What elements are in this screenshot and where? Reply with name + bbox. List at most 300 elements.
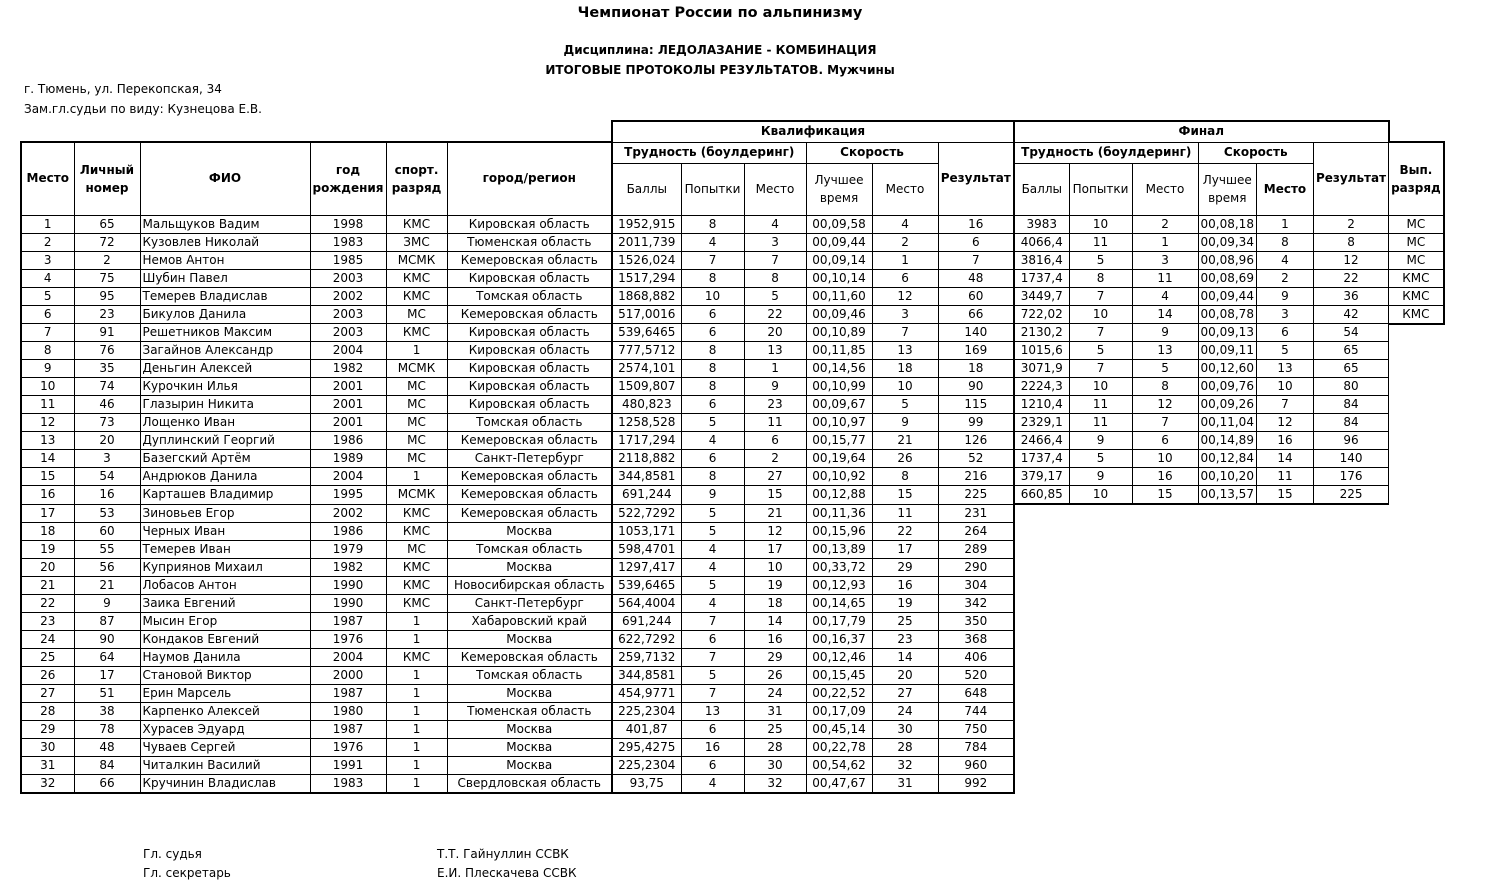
cell-year: 1982 — [310, 558, 386, 576]
cell-q-dplace: 21 — [744, 504, 806, 522]
cell-f-res: 54 — [1313, 324, 1388, 342]
cell-rank: МС — [386, 540, 447, 558]
cell-q-time: 00,10,89 — [806, 324, 872, 342]
cell-q-dplace: 10 — [744, 558, 806, 576]
cell-f-time: 00,09,76 — [1198, 378, 1256, 396]
cell-region: Кировская область — [447, 360, 612, 378]
cell-assigned-rank — [1389, 468, 1444, 486]
cell-q-dplace: 5 — [744, 287, 806, 305]
header-final: Финал — [1014, 121, 1389, 142]
cell-q-att: 5 — [681, 522, 744, 540]
empty-cell — [1256, 720, 1313, 738]
cell-assigned-rank — [1389, 432, 1444, 450]
cell-year: 1985 — [310, 251, 386, 269]
cell-q-dplace: 13 — [744, 342, 806, 360]
cell-year: 1989 — [310, 450, 386, 468]
cell-region: Москва — [447, 630, 612, 648]
cell-q-pts: 225,2304 — [612, 756, 681, 774]
cell-region: Санкт-Петербург — [447, 594, 612, 612]
cell-f-res: 36 — [1313, 287, 1388, 305]
cell-rank: КМС — [386, 215, 447, 233]
empty-cell — [1132, 558, 1198, 576]
empty-cell — [1313, 720, 1388, 738]
cell-name: Немов Антон — [140, 251, 310, 269]
empty-cell — [1198, 720, 1256, 738]
empty-cell — [1014, 504, 1069, 522]
cell-f-att: 8 — [1069, 269, 1132, 287]
cell-q-res: 289 — [938, 540, 1014, 558]
cell-q-att: 16 — [681, 738, 744, 756]
cell-rank: 1 — [386, 774, 447, 793]
cell-place: 17 — [21, 504, 74, 522]
cell-q-pts: 225,2304 — [612, 702, 681, 720]
cell-assigned-rank — [1389, 414, 1444, 432]
header-f-dplace: Место — [1132, 163, 1198, 215]
cell-q-splace: 31 — [872, 774, 938, 793]
cell-year: 2002 — [310, 504, 386, 522]
cell-f-time: 00,08,96 — [1198, 251, 1256, 269]
cell-assigned-rank: КМС — [1389, 269, 1444, 287]
cell-num: 65 — [74, 215, 140, 233]
cell-name: Курочкин Илья — [140, 378, 310, 396]
cell-place: 2 — [21, 233, 74, 251]
cell-q-splace: 24 — [872, 702, 938, 720]
cell-q-pts: 344,8581 — [612, 666, 681, 684]
cell-q-dplace: 30 — [744, 756, 806, 774]
empty-cell — [1256, 612, 1313, 630]
cell-rank: МС — [386, 378, 447, 396]
cell-place: 8 — [21, 342, 74, 360]
cell-year: 2002 — [310, 287, 386, 305]
cell-num: 76 — [74, 342, 140, 360]
cell-q-time: 00,09,58 — [806, 215, 872, 233]
cell-q-splace: 23 — [872, 630, 938, 648]
cell-num: 2 — [74, 251, 140, 269]
cell-q-time: 00,10,92 — [806, 468, 872, 486]
cell-q-dplace: 16 — [744, 630, 806, 648]
empty-cell — [1256, 648, 1313, 666]
cell-num: 20 — [74, 432, 140, 450]
cell-f-att: 10 — [1069, 486, 1132, 505]
cell-region: Новосибирская область — [447, 576, 612, 594]
header-q-speed: Скорость — [806, 142, 938, 163]
empty-cell — [1014, 558, 1069, 576]
cell-f-att: 10 — [1069, 215, 1132, 233]
cell-f-dplace: 14 — [1132, 305, 1198, 324]
cell-q-att: 4 — [681, 558, 744, 576]
cell-q-pts: 2118,882 — [612, 450, 681, 468]
cell-f-splace: 12 — [1256, 414, 1313, 432]
cell-place: 24 — [21, 630, 74, 648]
empty-cell — [1256, 522, 1313, 540]
cell-q-splace: 1 — [872, 251, 938, 269]
cell-year: 2000 — [310, 666, 386, 684]
cell-q-dplace: 22 — [744, 305, 806, 324]
cell-name: Черных Иван — [140, 522, 310, 540]
cell-num: 16 — [74, 486, 140, 505]
cell-place: 29 — [21, 720, 74, 738]
cell-num: 78 — [74, 720, 140, 738]
page-title: Чемпионат России по альпинизму — [577, 5, 863, 21]
cell-f-res: 8 — [1313, 233, 1388, 251]
cell-q-dplace: 4 — [744, 215, 806, 233]
empty-cell — [1014, 630, 1069, 648]
cell-rank: МС — [386, 432, 447, 450]
cell-name: Мысин Егор — [140, 612, 310, 630]
cell-num: 56 — [74, 558, 140, 576]
empty-cell — [1256, 630, 1313, 648]
cell-f-time: 00,10,20 — [1198, 468, 1256, 486]
cell-q-att: 7 — [681, 684, 744, 702]
cell-num: 54 — [74, 468, 140, 486]
cell-assigned-rank: МС — [1389, 233, 1444, 251]
cell-q-pts: 93,75 — [612, 774, 681, 793]
cell-q-splace: 6 — [872, 269, 938, 287]
cell-region: Кемеровская область — [447, 305, 612, 324]
cell-year: 1987 — [310, 684, 386, 702]
empty-cell — [1198, 666, 1256, 684]
cell-region: Свердловская область — [447, 774, 612, 793]
cell-q-time: 00,54,62 — [806, 756, 872, 774]
empty-cell — [1389, 540, 1444, 558]
cell-q-res: 264 — [938, 522, 1014, 540]
cell-f-pts: 379,17 — [1014, 468, 1069, 486]
cell-q-pts: 1509,807 — [612, 378, 681, 396]
cell-rank: КМС — [386, 324, 447, 342]
cell-f-time: 00,08,78 — [1198, 305, 1256, 324]
cell-place: 30 — [21, 738, 74, 756]
cell-name: Ерин Марсель — [140, 684, 310, 702]
empty-cell — [1069, 504, 1132, 522]
cell-f-pts: 3071,9 — [1014, 360, 1069, 378]
cell-name: Карташев Владимир — [140, 486, 310, 505]
cell-q-att: 8 — [681, 342, 744, 360]
cell-q-pts: 1526,024 — [612, 251, 681, 269]
cell-region: Кемеровская область — [447, 251, 612, 269]
cell-f-splace: 10 — [1256, 378, 1313, 396]
cell-f-pts: 1015,6 — [1014, 342, 1069, 360]
cell-q-att: 4 — [681, 432, 744, 450]
empty-cell — [1069, 612, 1132, 630]
cell-q-res: 992 — [938, 774, 1014, 793]
cell-q-splace: 17 — [872, 540, 938, 558]
header-year: год рождения — [310, 142, 386, 215]
cell-f-pts: 4066,4 — [1014, 233, 1069, 251]
cell-q-dplace: 12 — [744, 522, 806, 540]
empty-cell — [1132, 522, 1198, 540]
cell-f-pts: 1737,4 — [1014, 450, 1069, 468]
cell-name: Куприянов Михаил — [140, 558, 310, 576]
cell-f-pts: 722,02 — [1014, 305, 1069, 324]
empty-cell — [1069, 522, 1132, 540]
empty-cell — [1132, 738, 1198, 756]
cell-q-res: 648 — [938, 684, 1014, 702]
cell-f-pts: 3816,4 — [1014, 251, 1069, 269]
empty-cell — [1313, 612, 1388, 630]
empty-cell — [1014, 594, 1069, 612]
cell-f-time: 00,14,89 — [1198, 432, 1256, 450]
cell-q-att: 5 — [681, 504, 744, 522]
cell-place: 22 — [21, 594, 74, 612]
empty-cell — [1313, 756, 1388, 774]
empty-cell — [1132, 630, 1198, 648]
cell-q-dplace: 15 — [744, 486, 806, 505]
cell-year: 2004 — [310, 468, 386, 486]
cell-f-dplace: 7 — [1132, 414, 1198, 432]
cell-year: 1987 — [310, 612, 386, 630]
cell-q-time: 00,15,45 — [806, 666, 872, 684]
table-row — [21, 522, 1444, 540]
cell-q-time: 00,10,99 — [806, 378, 872, 396]
empty-cell — [1069, 576, 1132, 594]
cell-rank: МС — [386, 450, 447, 468]
cell-q-dplace: 6 — [744, 432, 806, 450]
cell-q-pts: 480,823 — [612, 396, 681, 414]
cell-f-att: 7 — [1069, 287, 1132, 305]
cell-name: Чуваев Сергей — [140, 738, 310, 756]
cell-q-dplace: 8 — [744, 269, 806, 287]
cell-q-splace: 11 — [872, 504, 938, 522]
cell-num: 21 — [74, 576, 140, 594]
cell-f-time: 00,09,34 — [1198, 233, 1256, 251]
cell-rank: 1 — [386, 702, 447, 720]
cell-f-pts: 660,85 — [1014, 486, 1069, 505]
cell-num: 55 — [74, 540, 140, 558]
cell-num: 51 — [74, 684, 140, 702]
cell-year: 2003 — [310, 324, 386, 342]
cell-q-res: 350 — [938, 612, 1014, 630]
cell-place: 5 — [21, 287, 74, 305]
table-row — [21, 486, 1444, 505]
empty-cell — [1389, 648, 1444, 666]
cell-num: 23 — [74, 305, 140, 324]
table-row — [21, 702, 1444, 720]
cell-rank: МС — [386, 414, 447, 432]
cell-f-att: 11 — [1069, 233, 1132, 251]
cell-q-splace: 29 — [872, 558, 938, 576]
table-row — [21, 269, 1444, 287]
header-rank: спорт. разряд — [386, 142, 447, 215]
cell-q-time: 00,12,46 — [806, 648, 872, 666]
cell-q-splace: 15 — [872, 486, 938, 505]
cell-place: 7 — [21, 324, 74, 342]
cell-q-att: 5 — [681, 666, 744, 684]
empty-cell — [1014, 612, 1069, 630]
empty-cell — [1389, 594, 1444, 612]
cell-place: 3 — [21, 251, 74, 269]
cell-num: 17 — [74, 666, 140, 684]
cell-q-att: 6 — [681, 720, 744, 738]
cell-q-splace: 16 — [872, 576, 938, 594]
cell-q-splace: 22 — [872, 522, 938, 540]
cell-f-splace: 1 — [1256, 215, 1313, 233]
table-row — [21, 378, 1444, 396]
empty-cell — [1014, 522, 1069, 540]
cell-f-dplace: 3 — [1132, 251, 1198, 269]
table-row — [21, 287, 1444, 305]
cell-num: 75 — [74, 269, 140, 287]
empty-cell — [1389, 738, 1444, 756]
cell-rank: 1 — [386, 468, 447, 486]
cell-q-time: 00,09,14 — [806, 251, 872, 269]
cell-num: 90 — [74, 630, 140, 648]
empty-cell — [1132, 720, 1198, 738]
cell-q-dplace: 7 — [744, 251, 806, 269]
cell-f-splace: 3 — [1256, 305, 1313, 324]
cell-rank: КМС — [386, 504, 447, 522]
cell-f-time: 00,08,69 — [1198, 269, 1256, 287]
cell-name: Бикулов Данила — [140, 305, 310, 324]
cell-place: 14 — [21, 450, 74, 468]
cell-q-splace: 20 — [872, 666, 938, 684]
empty-cell — [1198, 756, 1256, 774]
cell-rank: 1 — [386, 738, 447, 756]
empty-cell — [1069, 684, 1132, 702]
cell-q-att: 4 — [681, 594, 744, 612]
cell-rank: МСМК — [386, 360, 447, 378]
cell-f-time: 00,12,60 — [1198, 360, 1256, 378]
cell-f-splace: 11 — [1256, 468, 1313, 486]
results-body — [21, 215, 1444, 793]
cell-place: 1 — [21, 215, 74, 233]
cell-num: 46 — [74, 396, 140, 414]
cell-q-pts: 598,4701 — [612, 540, 681, 558]
cell-name: Наумов Данила — [140, 648, 310, 666]
cell-q-splace: 30 — [872, 720, 938, 738]
header-q-splace: Место — [872, 163, 938, 215]
header-f-points: Баллы — [1014, 163, 1069, 215]
table-row — [21, 432, 1444, 450]
empty-cell — [1256, 684, 1313, 702]
cell-place: 31 — [21, 756, 74, 774]
empty-cell — [1313, 684, 1388, 702]
empty-cell — [1014, 774, 1069, 793]
cell-assigned-rank — [1389, 396, 1444, 414]
cell-f-splace: 5 — [1256, 342, 1313, 360]
cell-q-time: 00,11,36 — [806, 504, 872, 522]
empty-cell — [1389, 576, 1444, 594]
cell-assigned-rank — [1389, 324, 1444, 342]
cell-q-time: 00,14,65 — [806, 594, 872, 612]
cell-q-time: 00,09,46 — [806, 305, 872, 324]
cell-place: 11 — [21, 396, 74, 414]
cell-year: 1976 — [310, 630, 386, 648]
secretary-label: Гл. секретарь — [143, 866, 231, 880]
cell-q-pts: 2574,101 — [612, 360, 681, 378]
cell-name: Зиновьев Егор — [140, 504, 310, 522]
table-row — [21, 251, 1444, 269]
empty-cell — [1389, 756, 1444, 774]
empty-cell — [1198, 522, 1256, 540]
table-row — [21, 414, 1444, 432]
cell-region: Кировская область — [447, 324, 612, 342]
cell-q-pts: 1717,294 — [612, 432, 681, 450]
cell-q-res: 216 — [938, 468, 1014, 486]
empty-cell — [1069, 648, 1132, 666]
empty-cell — [1132, 612, 1198, 630]
cell-f-time: 00,13,57 — [1198, 486, 1256, 505]
cell-region: Кемеровская область — [447, 504, 612, 522]
cell-q-res: 342 — [938, 594, 1014, 612]
table-row — [21, 720, 1444, 738]
cell-f-res: 65 — [1313, 342, 1388, 360]
cell-num: 38 — [74, 702, 140, 720]
cell-place: 21 — [21, 576, 74, 594]
cell-q-dplace: 14 — [744, 612, 806, 630]
cell-q-splace: 12 — [872, 287, 938, 305]
table-row — [21, 215, 1444, 233]
cell-region: Москва — [447, 738, 612, 756]
cell-q-res: 290 — [938, 558, 1014, 576]
empty-cell — [1014, 702, 1069, 720]
header-f-time: Лучшее время — [1198, 163, 1256, 215]
empty-cell — [1313, 774, 1388, 793]
cell-q-pts: 522,7292 — [612, 504, 681, 522]
cell-place: 25 — [21, 648, 74, 666]
cell-f-dplace: 4 — [1132, 287, 1198, 305]
table-row — [21, 666, 1444, 684]
cell-year: 1990 — [310, 594, 386, 612]
cell-rank: КМС — [386, 558, 447, 576]
empty-cell — [1069, 540, 1132, 558]
cell-q-pts: 517,0016 — [612, 305, 681, 324]
table-row — [21, 558, 1444, 576]
cell-q-time: 00,10,97 — [806, 414, 872, 432]
cell-f-dplace: 2 — [1132, 215, 1198, 233]
cell-year: 1983 — [310, 774, 386, 793]
cell-q-res: 16 — [938, 215, 1014, 233]
cell-year: 2001 — [310, 414, 386, 432]
empty-cell — [1014, 756, 1069, 774]
cell-name: Базегский Артём — [140, 450, 310, 468]
cell-num: 84 — [74, 756, 140, 774]
cell-q-pts: 564,4004 — [612, 594, 681, 612]
empty-cell — [1069, 630, 1132, 648]
header-region: город/регион — [447, 142, 612, 215]
cell-num: 73 — [74, 414, 140, 432]
cell-region: Кемеровская область — [447, 648, 612, 666]
empty-cell — [1198, 630, 1256, 648]
cell-f-splace: 2 — [1256, 269, 1313, 287]
cell-q-res: 60 — [938, 287, 1014, 305]
empty-cell — [1014, 738, 1069, 756]
cell-f-dplace: 6 — [1132, 432, 1198, 450]
cell-f-att: 11 — [1069, 396, 1132, 414]
header-f-splace: Место — [1256, 163, 1313, 215]
cell-year: 1983 — [310, 233, 386, 251]
header-f-difficulty: Трудность (боулдеринг) — [1014, 142, 1198, 163]
cell-f-splace: 7 — [1256, 396, 1313, 414]
empty-cell — [1198, 774, 1256, 793]
cell-q-dplace: 32 — [744, 774, 806, 793]
cell-f-pts: 2329,1 — [1014, 414, 1069, 432]
empty-cell — [1132, 648, 1198, 666]
cell-num: 66 — [74, 774, 140, 793]
cell-name: Кондаков Евгений — [140, 630, 310, 648]
cell-q-dplace: 25 — [744, 720, 806, 738]
cell-q-splace: 21 — [872, 432, 938, 450]
cell-place: 23 — [21, 612, 74, 630]
empty-cell — [1313, 504, 1388, 522]
cell-q-splace: 8 — [872, 468, 938, 486]
cell-year: 2001 — [310, 378, 386, 396]
cell-q-dplace: 20 — [744, 324, 806, 342]
cell-place: 13 — [21, 432, 74, 450]
header-q-time: Лучшее время — [806, 163, 872, 215]
cell-year: 1979 — [310, 540, 386, 558]
cell-q-splace: 25 — [872, 612, 938, 630]
cell-rank: КМС — [386, 594, 447, 612]
